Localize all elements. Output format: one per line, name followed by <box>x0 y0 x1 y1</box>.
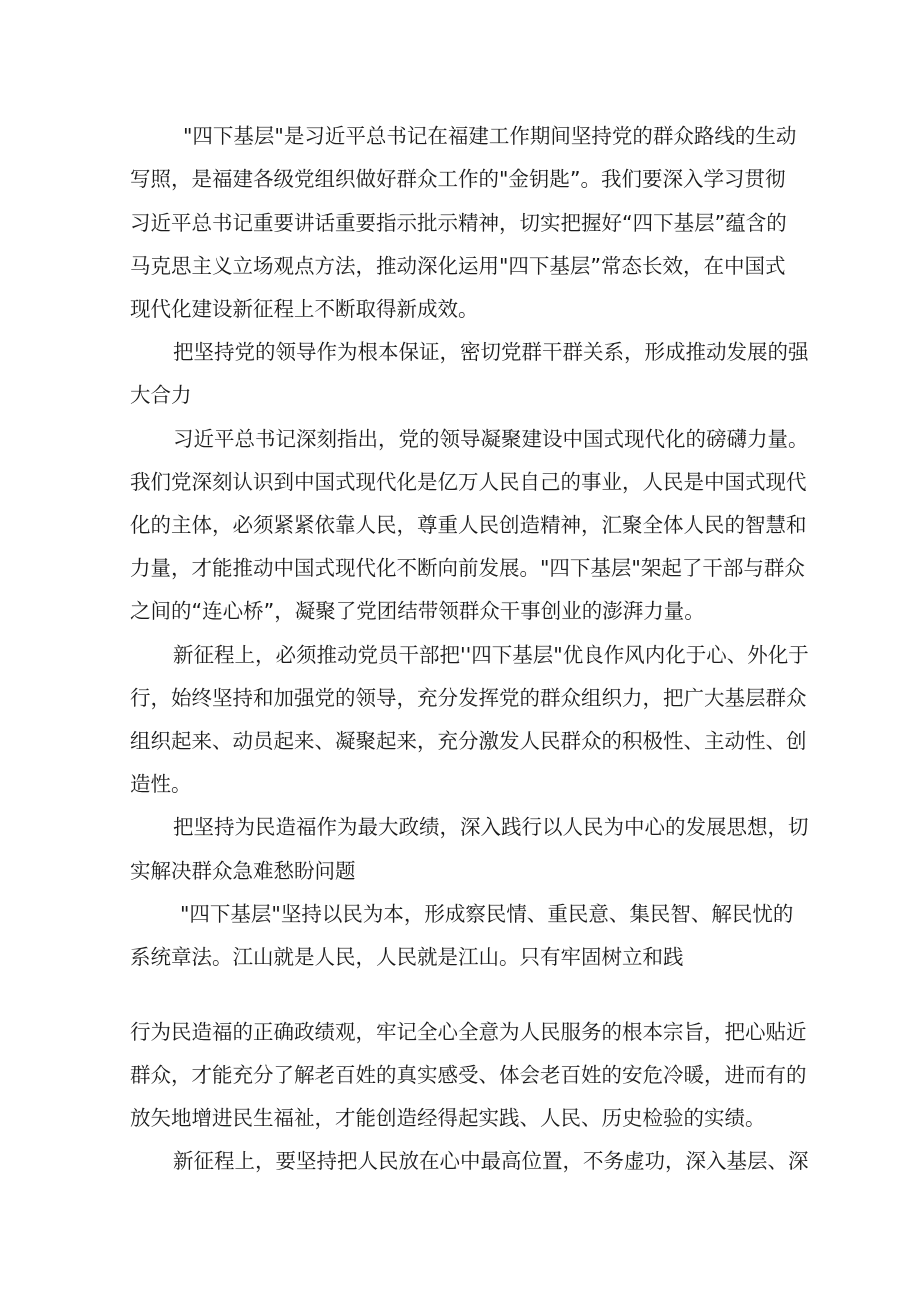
paragraph-line: 习近平总书记深刻指出，党的领导凝聚建设中国式现代化的磅礴力量。 <box>173 427 809 451</box>
paragraph-line: 化的主体，必须紧紧依靠人民，尊重人民创造精神，汇聚全体人民的智慧和 <box>130 513 807 537</box>
paragraph-line: 新征程上，必须推动党员干部把''四下基层"优良作风内化于心、外化于 <box>173 643 809 667</box>
paragraph-line: 现代化建设新征程上不断取得新成效。 <box>130 297 479 321</box>
paragraph-line: 新征程上，要坚持把人民放在心中最高位置，不务虚功，深入基层、深 <box>173 1149 809 1173</box>
paragraph-line: 行为民造福的正确政绩观，牢记全心全意为人民服务的根本宗旨，把心贴近 <box>130 1020 807 1044</box>
paragraph-line: 马克思主义立场观点方法，推动深化运用"四下基层”常态长效，在中国式 <box>130 254 786 278</box>
section-heading-line: 实解决群众急难愁盼问题 <box>130 859 356 883</box>
section-heading-line: 把坚持党的领导作为根本保证，密切党群干群关系，形成推动发展的强 <box>173 340 809 364</box>
paragraph-line: 我们党深刻认识到中国式现代化是亿万人民自己的事业，人民是中国式现代 <box>130 470 807 494</box>
paragraph-line: 习近平总书记重要讲话重要指示批示精神，切实把握好“四下基层”蕴含的 <box>130 211 787 235</box>
paragraph-line: "四下基层"坚持以民为本，形成察民情、重民意、集民智、解民忧的 <box>180 902 794 926</box>
paragraph-line: 之间的“连心桥”，凝聚了党团结带领群众干事创业的澎湃力量。 <box>130 599 705 623</box>
paragraph-line: 组织起来、动员起来、凝聚起来，充分激发人民群众的积极性、主动性、创 <box>130 729 807 753</box>
paragraph-line: 力量，才能推动中国式现代化不断向前发展。"四下基层"架起了干部与群众 <box>130 556 805 580</box>
paragraph-line: 群众，才能充分了解老百姓的真实感受、体会老百姓的安危冷暖，进而有的 <box>130 1063 807 1087</box>
paragraph-line: 写照，是福建各级党组织做好群众工作的"金钥匙”。我们要深入学习贯彻 <box>130 167 786 191</box>
section-heading-line: 把坚持为民造福作为最大政绩，深入践行以人民为中心的发展思想，切 <box>173 815 809 839</box>
paragraph-line: 行，始终坚持和加强党的领导，充分发挥党的群众组织力，把广大基层群众 <box>130 686 807 710</box>
paragraph-line: "四下基层"是习近平总书记在福建工作期间坚持党的群众路线的生动 <box>183 124 797 148</box>
paragraph-line: 放矢地增进民生福祉，才能创造经得起实践、人民、历史检验的实绩。 <box>130 1106 766 1130</box>
paragraph-line: 造性。 <box>130 772 192 796</box>
section-heading-line: 大合力 <box>130 383 192 407</box>
paragraph-line: 系统章法。江山就是人民，人民就是江山。只有牢固树立和践 <box>130 945 684 969</box>
